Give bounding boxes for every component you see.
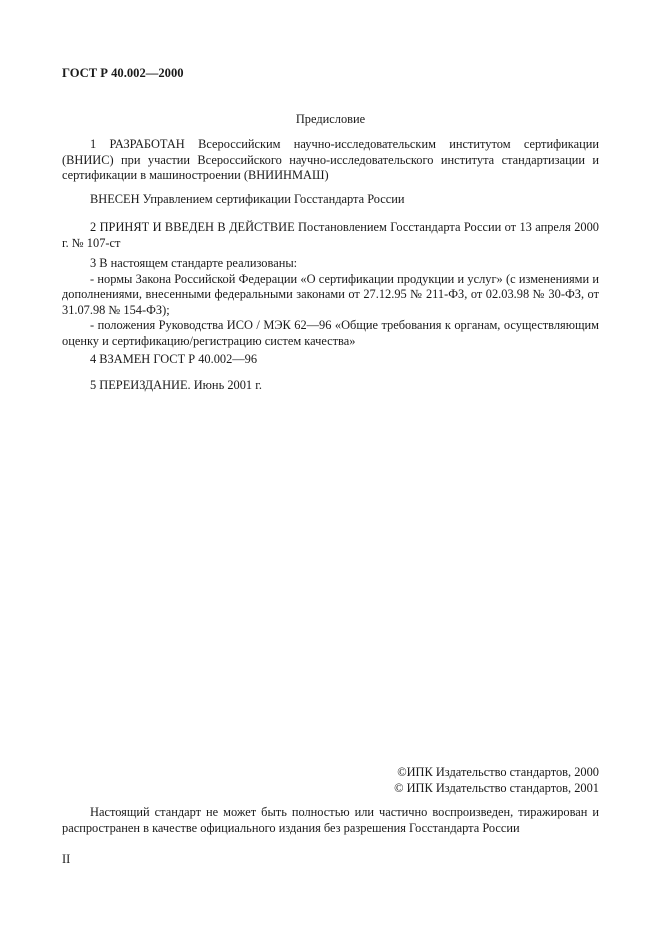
implemented-intro: 3 В настоящем стандарте реализованы: <box>90 256 298 270</box>
adopted-paragraph <box>62 220 599 251</box>
page-number: II <box>62 852 71 866</box>
introduced-paragraph <box>62 192 599 208</box>
preface-title: Предисловие <box>295 112 366 126</box>
reissue-paragraph <box>62 378 599 394</box>
developed-text: 1 РАЗРАБОТАН Всероссийским научно-исследовательским институтом сертификации (ВНИИС) при участии Всероссийского научно-исследовательского института стандартизации и сертификации в машиностроении (ВНИИНМАШ) <box>62 137 599 182</box>
implemented-section <box>62 256 599 349</box>
developed-paragraph <box>62 137 599 184</box>
introduced-text: ВНЕСЕН Управлением сертификации Госстандарта России <box>90 192 405 206</box>
adopted-text: 2 ПРИНЯТ И ВВЕДЕН В ДЕЙСТВИЕ Постановлением Госстандарта России от 13 апреля 2000 г. № 107-ст <box>62 220 599 250</box>
reissue-text: 5 ПЕРЕИЗДАНИЕ. Июнь 2001 г. <box>90 378 262 392</box>
document-code: ГОСТ Р 40.002—2000 <box>62 66 184 80</box>
copyright-line-2: © ИПК Издательство стандартов, 2001 <box>394 780 599 795</box>
copyright-line-1: ©ИПК Издательство стандартов, 2000 <box>397 765 599 779</box>
implemented-law: - нормы Закона Российской Федерации «О сертификации продукции и услуг» (с изменениями и дополнениями, внесенными федеральными законами от 27.12.95 № 211-ФЗ, от 02.03.98 № 30-ФЗ, от 31.07.98 № 154-ФЗ); <box>62 271 599 317</box>
implemented-guide: - положения Руководства ИСО / МЭК 62—96 «Общие требования к органам, осуществляющим оценку и сертификацию/регистрацию систем качества» <box>62 318 599 348</box>
reproduction-notice: Настоящий стандарт не может быть полностью или частично воспроизведен, тиражирован и распространен в качестве официального издания без разрешения Госстандарта России <box>62 805 599 835</box>
copyright-block <box>394 765 599 796</box>
replaces-text: 4 ВЗАМЕН ГОСТ Р 40.002—96 <box>90 352 258 366</box>
replaces-paragraph <box>62 352 599 368</box>
